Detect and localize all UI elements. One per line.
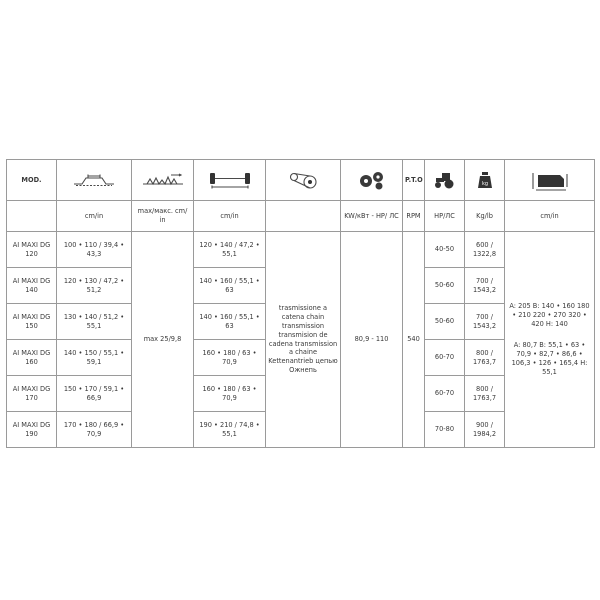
tractor-icon xyxy=(425,160,465,201)
working-width-icon xyxy=(57,160,132,201)
track-width: 160 • 180 / 63 • 70,9 xyxy=(194,340,266,376)
mod-header: MOD. xyxy=(7,160,57,201)
units-track: cm/in xyxy=(194,201,266,232)
max-height-value: max 25/9,8 xyxy=(132,232,194,448)
chain-drive-icon xyxy=(266,160,341,201)
svg-text:kg: kg xyxy=(481,181,488,187)
model-name: AI MAXI DG 190 xyxy=(7,412,57,448)
transmission-value: trasmissione a catena chain transmission transmision de cadena transmission a chaine Kettenantrieb цепью Ожнепь xyxy=(266,232,341,448)
working-width: 150 • 170 / 59,1 • 66,9 xyxy=(57,376,132,412)
model-name: AI MAXI DG 150 xyxy=(7,304,57,340)
dimensions-value xyxy=(505,232,595,448)
model-name: AI MAXI DG 140 xyxy=(7,268,57,304)
rpm-value: 540 xyxy=(403,232,425,448)
track-width-icon xyxy=(194,160,266,201)
hp-range: 60-70 xyxy=(425,376,465,412)
pto-header: P.T.O xyxy=(403,160,425,201)
units-power: KW/кВт - HP/ ЛС xyxy=(341,201,403,232)
dimensions-in: A: 80,7 B: 55,1 • 63 • 70,9 • 82,7 • 86,6 • 106,3 • 126 • 165,4 H: 55,1 xyxy=(511,341,588,376)
weight-value: 700 / 1543,2 xyxy=(465,268,505,304)
weight-value: 800 / 1763,7 xyxy=(465,376,505,412)
working-width: 100 • 110 / 39,4 • 43,3 xyxy=(57,232,132,268)
gears-icon xyxy=(341,160,403,201)
model-name: AI MAXI DG 120 xyxy=(7,232,57,268)
header-icons-row xyxy=(7,160,595,201)
units-transmission xyxy=(266,201,341,232)
model-name: AI MAXI DG 160 xyxy=(7,340,57,376)
hp-range: 50-60 xyxy=(425,268,465,304)
track-width: 140 • 160 / 55,1 • 63 xyxy=(194,268,266,304)
track-width: 160 • 180 / 63 • 70,9 xyxy=(194,376,266,412)
spec-table xyxy=(6,159,595,448)
max-height-icon xyxy=(132,160,194,201)
track-width: 190 • 210 / 74,8 • 55,1 xyxy=(194,412,266,448)
weight-value: 800 / 1763,7 xyxy=(465,340,505,376)
units-hp: HP/ЛС xyxy=(425,201,465,232)
working-width: 170 • 180 / 66,9 • 70,9 xyxy=(57,412,132,448)
working-width: 140 • 150 / 55,1 • 59,1 xyxy=(57,340,132,376)
dimensions-box-icon xyxy=(505,160,595,201)
weight-icon xyxy=(465,160,505,201)
weight-value: 600 / 1322,8 xyxy=(465,232,505,268)
units-dimensions: cm/in xyxy=(505,201,595,232)
power-value: 80,9 - 110 xyxy=(341,232,403,448)
weight-value: 900 / 1984,2 xyxy=(465,412,505,448)
units-blank xyxy=(7,201,57,232)
track-width: 140 • 160 / 55,1 • 63 xyxy=(194,304,266,340)
hp-range: 70-80 xyxy=(425,412,465,448)
working-width: 130 • 140 / 51,2 • 55,1 xyxy=(57,304,132,340)
weight-value: 700 / 1543,2 xyxy=(465,304,505,340)
table-row xyxy=(7,232,595,268)
units-weight: Kg/lb xyxy=(465,201,505,232)
units-max-height: max/макс. cm/ in xyxy=(132,201,194,232)
dimensions-cm: A: 205 B: 140 • 160 180 • 210 220 • 270 320 • 420 H: 140 xyxy=(509,302,590,329)
track-width: 120 • 140 / 47,2 • 55,1 xyxy=(194,232,266,268)
hp-range: 50-60 xyxy=(425,304,465,340)
units-width: cm/in xyxy=(57,201,132,232)
hp-range: 40-50 xyxy=(425,232,465,268)
hp-range: 60-70 xyxy=(425,340,465,376)
model-name: AI MAXI DG 170 xyxy=(7,376,57,412)
header-units-row xyxy=(7,201,595,232)
working-width: 120 • 130 / 47,2 • 51,2 xyxy=(57,268,132,304)
units-rpm: RPM xyxy=(403,201,425,232)
